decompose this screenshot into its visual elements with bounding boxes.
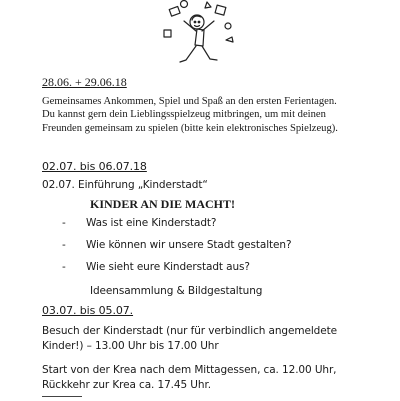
ideas-line: Ideensammlung & Bildgestaltung — [90, 285, 263, 297]
kinderstadt-intro: 02.07. Einführung „Kinderstadt“ — [42, 179, 208, 191]
list-item-text: Wie sieht eure Kinderstadt aus? — [86, 261, 250, 273]
visit-line: Besuch der Kinderstadt (nur für verbindlich angemeldete — [42, 325, 337, 337]
travel-line: Rückkehr zur Krea ca. 17.45 Uhr. — [42, 379, 211, 391]
motto-heading: KINDER AN DIE MACHT! — [90, 197, 236, 211]
list-item — [62, 239, 291, 261]
section-date-3: 03.07. bis 05.07. — [42, 304, 134, 317]
description-line: Freunden gemeinsam zu spielen (bitte kein elektronisches Spielzeug). — [42, 122, 338, 134]
list-item — [62, 261, 291, 283]
list-item-text: Was ist eine Kinderstadt? — [86, 217, 217, 229]
travel-line: Start von der Krea nach dem Mittagessen, ca. 12.00 Uhr, — [42, 364, 337, 376]
section-date-2: 02.07. bis 06.07.18 — [42, 160, 147, 173]
dash-bullet-icon: - — [62, 239, 66, 251]
partial-next-heading — [42, 396, 82, 401]
question-list — [62, 217, 291, 283]
description-line: Du kannst gern dein Lieblingsspielzeug mitbringen, um mit deinen — [42, 109, 326, 121]
visit-info — [42, 324, 387, 354]
list-item-text: Wie können wir unsere Stadt gestalten? — [86, 239, 292, 251]
section-description-1 — [42, 95, 382, 135]
dash-bullet-icon: - — [62, 217, 66, 229]
travel-info — [42, 363, 387, 393]
section-date-1: 28.06. + 29.06.18 — [42, 75, 127, 89]
description-line: Gemeinsames Ankommen, Spiel und Spaß an den ersten Ferientagen. — [42, 96, 337, 107]
dash-bullet-icon: - — [62, 261, 66, 273]
juggling-person-with-toys-icon — [150, 0, 245, 70]
visit-line: Kinder!) – 13.00 Uhr bis 17.00 Uhr — [42, 340, 219, 352]
list-item — [62, 217, 291, 239]
